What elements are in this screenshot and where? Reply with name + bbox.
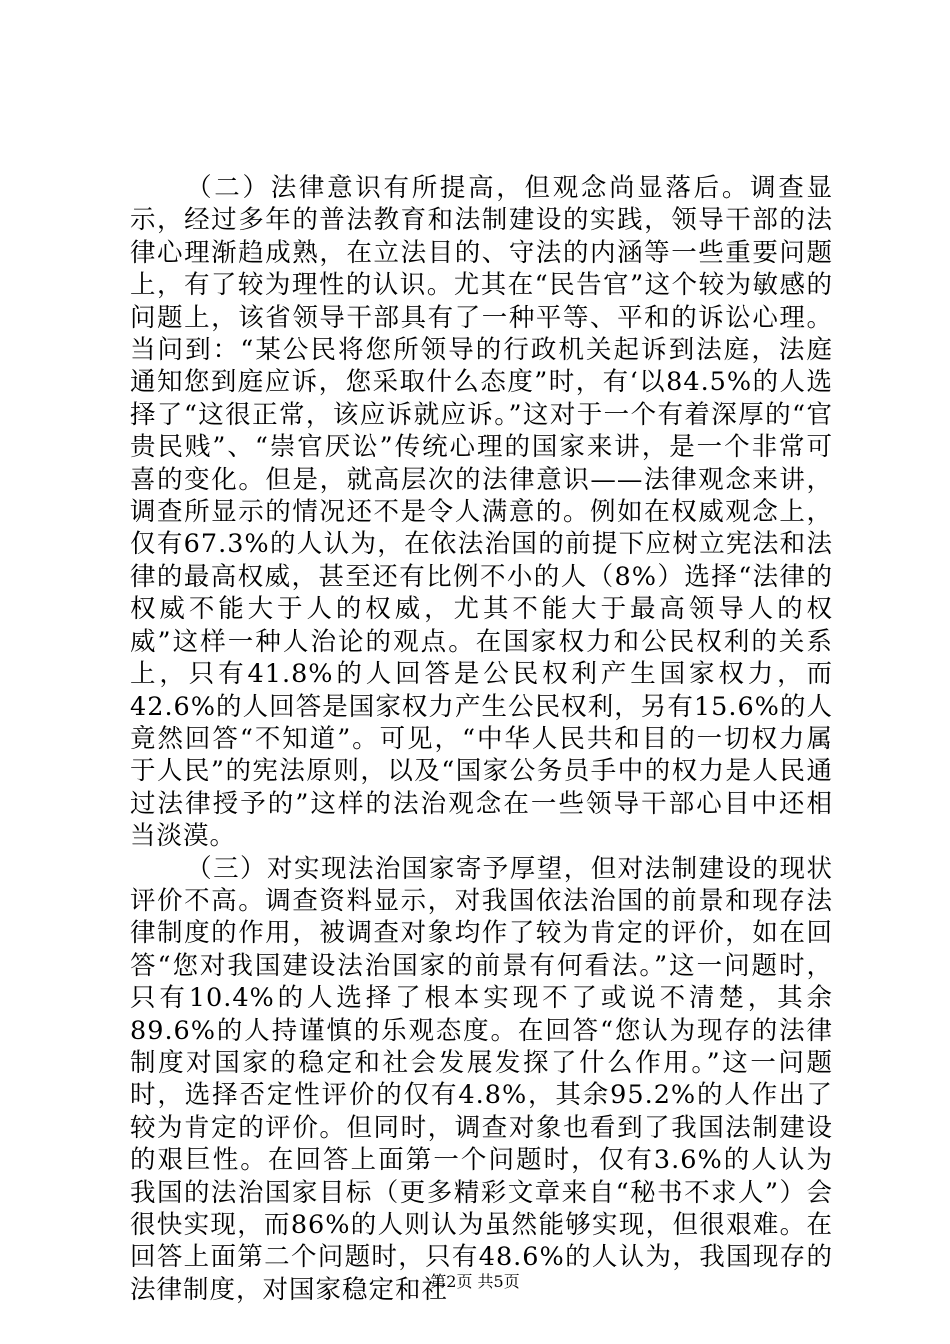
paragraph-legal-awareness: （二）法律意识有所提高，但观念尚显落后。调查显示，经过多年的普法教育和法制建设的实践，领导干部的法律心理渐趋成熟，在立法目的、守法的内涵等一些重要问题上，有了较为理性的认识。尤其在“民告官”这个较为敏感的问题上，该省领导干部具有了一种平等、平和的诉讼心理。当问到：“某公民将您所领导的行政机关起诉到法庭，法庭通知您到庭应诉，您采取什么态度”时，有‘以84.5%的人选择了“这很正常，该应诉就应诉。”这对于一个有着深厚的“官贵民贱”、“崇官厌讼”传统心理的国家来讲，是一个非常可喜的变化。但是，就高层次的法律意识——法律观念来讲，调查所显示的情况还不是令人满意的。例如在权威观念上，仅有67.3%的人认为，在依法治国的前提下应树立宪法和法律的最高权威，甚至还有比例不小的人（8%）选择“法律的权威不能大于人的权威，尤其不能大于最高领导人的权威”这样一种人治论的观点。在国家权力和公民权利的关系上，只有41.8%的人回答是公民权利产生国家权力，而42.6%的人回答是国家权力产生公民权利，另有15.6%的人竟然回答“不知道”。可见，“中华人民共和目的一切权力属于人民”的宪法原则，以及“国家公务员手中的权力是人民通过法律授予的”这样的法治观念在一些领导干部心目中还相当淡漠。 bbox=[130, 173, 833, 852]
page-footer: 第2页 共5页 bbox=[430, 1272, 520, 1291]
body-text bbox=[130, 172, 833, 1306]
paragraph-rule-of-law-expectations: （三）对实现法治国家寄予厚望，但对法制建设的现状评价不高。调查资料显示，对我国依法治国的前景和现存法律制度的作用，被调查对象均作了较为肯定的评价，如在回答“您对我国建设法治国家的前景有何看法。”这一问题时，只有10.4%的人选择了根本实现不了或说不清楚，其余89.6%的人持谨慎的乐观态度。在回答“您认为现存的法律制度对国家的稳定和社会发展发探了什么作用。”这一问题时，选择否定性评价的仅有4.8%，其余95.2%的人作出了较为肯定的评价。但同时，调查对象也看到了我国法制建设的艰巨性。在回答上面第一个问题时，仅有3.6%的人认为我国的法治国家目标（更多精彩文章来自“秘书不求人”）会很快实现，而86%的人则认为虽然能够实现，但很艰难。在回答上面第二个问题时，只有48.6%的人认为，我国现存的法律制度，对国家稳定和社 bbox=[130, 853, 833, 1305]
